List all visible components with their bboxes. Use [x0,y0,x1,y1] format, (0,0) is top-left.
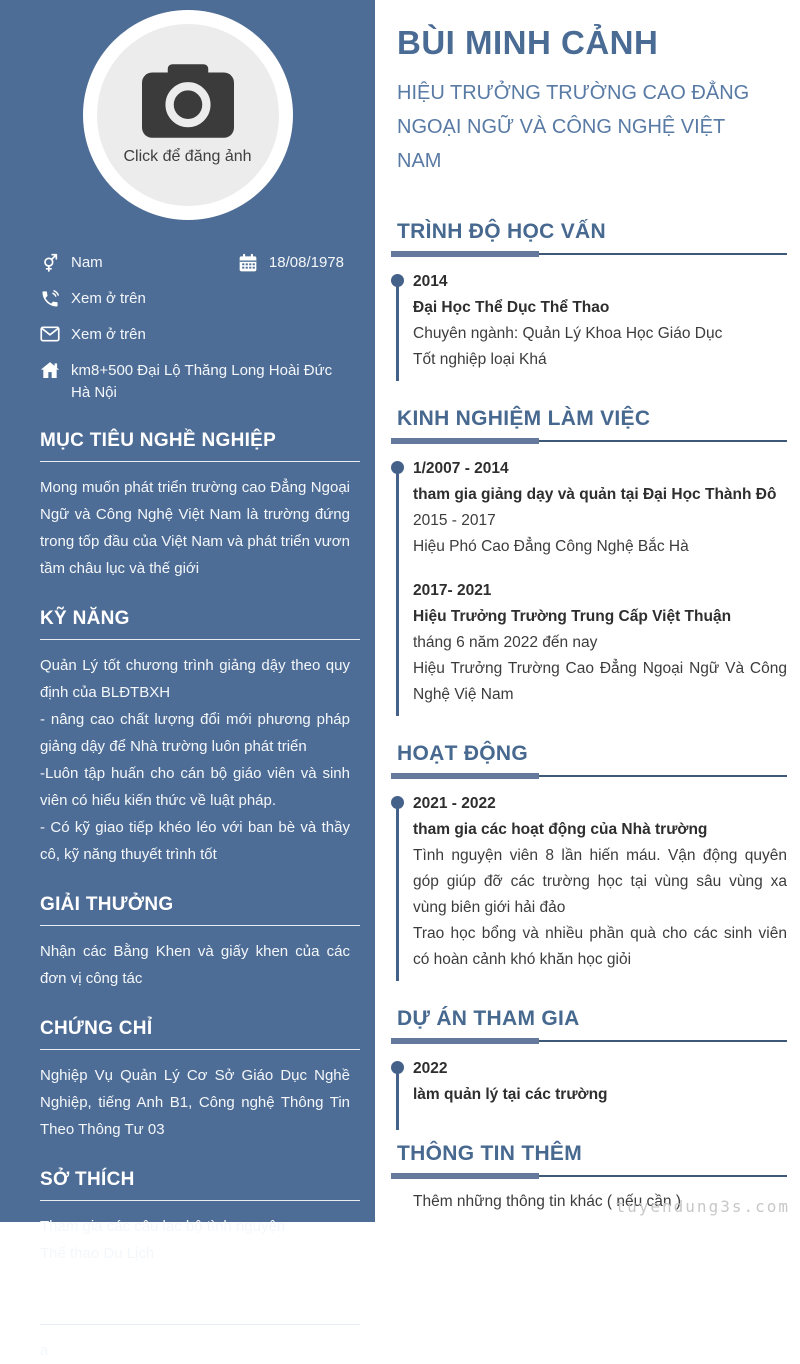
section-title: HOẠT ĐỘNG [391,742,787,777]
entry-period: 2021 - 2022 [413,795,496,812]
section-title: DỰ ÁN THAM GIA [391,1007,787,1042]
sidebar-section-awards [40,894,350,992]
timeline-line [396,279,399,381]
section-title: TRÌNH ĐỘ HỌC VẤN [391,220,787,255]
entry-line: Tốt nghiệp loại Khá [413,351,547,368]
entry-heading: Hiệu Trưởng Trường Trung Cấp Việt Thuận [413,608,732,625]
sidebar-section-title: GIẢI THƯỞNG [40,894,360,926]
section-activities [391,742,787,973]
email-value: Xem ở trên [71,326,146,343]
entry-period: 1/2007 - 2014 [413,460,509,477]
entry-line: 2015 - 2017 [413,512,496,529]
camera-icon [142,64,234,138]
skills-text: Quản Lý tốt chương trình giảng dậy theo quy định của BLĐTBXH [40,657,350,701]
photo-placeholder [97,24,279,206]
entry-line: Hiệu Phó Cao Đẳng Công Nghệ Bắc Hà [413,538,689,555]
section-title: KINH NGHIỆM LÀM VIỆC [391,407,787,442]
experience-entry [413,578,787,708]
timeline-rail [391,1056,413,1108]
gender-value: Nam [71,254,103,271]
experience-entry [413,456,787,560]
photo-upload-area [15,10,360,220]
candidate-job-title: HIỆU TRƯỞNG TRƯỜNG CAO ĐẲNG NGOẠI NGỮ VÀ CÔNG NGHỆ VIỆT NAM [397,82,750,172]
sidebar-section-skills [40,608,350,868]
certificates-text: Nghiệp Vụ Quản Lý Cơ Sở Giáo Dục Nghề Nghiệp, tiếng Anh B1, Công nghệ Thông Tin Theo Thông Tư 03 [40,1067,350,1138]
entry-line: Chuyên ngành: Quản Lý Khoa Học Giáo Dục [413,325,723,342]
phone-value: Xem ở trên [71,290,146,307]
objective-text: Mong muốn phát triển trường cao Đẳng Ngoại Ngữ và Công Nghệ Việt Nam là trường đứng trong tốp đầu của Việt Nam và phát triển vươn tầm châu lục và thế giới [40,479,350,577]
skills-text: - nâng cao chất lượng đổi mới phương pháp giảng dậy để Nhà trường luôn phát triển [40,711,350,755]
timeline-rail [391,269,413,373]
additional-info-text: Thêm những thông tin khác ( nếu cần ) [413,1193,682,1210]
entry-heading: làm quản lý tại các trường [413,1086,608,1103]
entry-line: Hiệu Trưởng Trường Cao Đẳng Ngoại Ngữ Và Công Nghệ Việ Nam [413,660,787,703]
phone-icon [40,289,61,309]
references-text: a [40,1342,49,1359]
sidebar [0,0,375,1359]
section-projects [391,1007,787,1108]
section-experience [391,407,787,708]
timeline-line [396,801,399,981]
email-icon [40,325,61,345]
sidebar-section-title: NGƯỜI THAM CHIẾU [40,1293,360,1325]
gender-icon [40,253,61,273]
timeline-rail [391,791,413,973]
contact-info [40,252,350,404]
sidebar-section-certificates [40,1018,350,1143]
awards-text: Nhận các Bằng Khen và giấy khen của các đơn vị công tác [40,943,350,987]
timeline-rail [391,456,413,708]
birthdate-value: 18/08/1978 [268,254,344,271]
home-icon [40,361,61,381]
hobbies-text: Thể thao Du Lịch [40,1245,155,1262]
entry-period: 2014 [413,273,448,290]
sidebar-section-title: MỤC TIÊU NGHỀ NGHIỆP [40,430,360,462]
entry-heading: Đại Học Thể Dục Thể Thao [413,299,610,316]
skills-text: -Luôn tập huấn cho cán bộ giáo viên và sinh viên có hiểu kiến thức về luật pháp. [40,765,350,809]
entry-period: 2017- 2021 [413,582,492,599]
candidate-name: BÙI MINH CẢNH [397,24,659,61]
calendar-icon [238,253,259,273]
entry-heading: tham gia giảng dạy và quản tại Đại Học Thành Đô [413,486,777,503]
sidebar-section-title: CHỨNG CHỈ [40,1018,360,1050]
entry-period: 2022 [413,1060,448,1077]
education-entry [413,269,787,373]
entry-line: Tình nguyện viên 8 lần hiến máu. Vận động quyên góp giúp đỡ các trường học tại vùng sâu vùng xa vùng biên giới hải đảo [413,847,787,916]
project-entry [413,1056,787,1108]
address-value: km8+500 Đại Lộ Thăng Long Hoài Đức Hà Nội [71,362,333,401]
sidebar-section-objective [40,430,350,582]
timeline-line [396,1066,399,1130]
skills-text: - Có kỹ giao tiếp khéo léo với ban bè và thầy cô, kỹ năng thuyết trình tốt [40,819,350,863]
watermark-text: tuyendung3s.com [615,1197,790,1216]
section-education [391,220,787,373]
main-column [375,0,800,1222]
sidebar-section-title: KỸ NĂNG [40,608,360,640]
photo-upload-button[interactable] [83,10,293,220]
photo-upload-label: Click để đăng ảnh [123,148,252,165]
entry-heading: tham gia các hoạt động của Nhà trường [413,821,708,838]
section-title: THÔNG TIN THÊM [391,1142,787,1177]
sidebar-section-hobbies [40,1169,350,1267]
entry-line: Trao học bổng và nhiều phần quà cho các sinh viên có hoàn cảnh khó khăn học giỏi [413,925,787,968]
sidebar-section-references [40,1293,350,1364]
timeline-line [396,466,399,716]
entry-line: tháng 6 năm 2022 đến nay [413,634,598,651]
sidebar-section-title: SỞ THÍCH [40,1169,360,1201]
activity-entry [413,791,787,973]
hobbies-text: Tham gia các câu lạc bộ tình nguyện [40,1218,286,1235]
